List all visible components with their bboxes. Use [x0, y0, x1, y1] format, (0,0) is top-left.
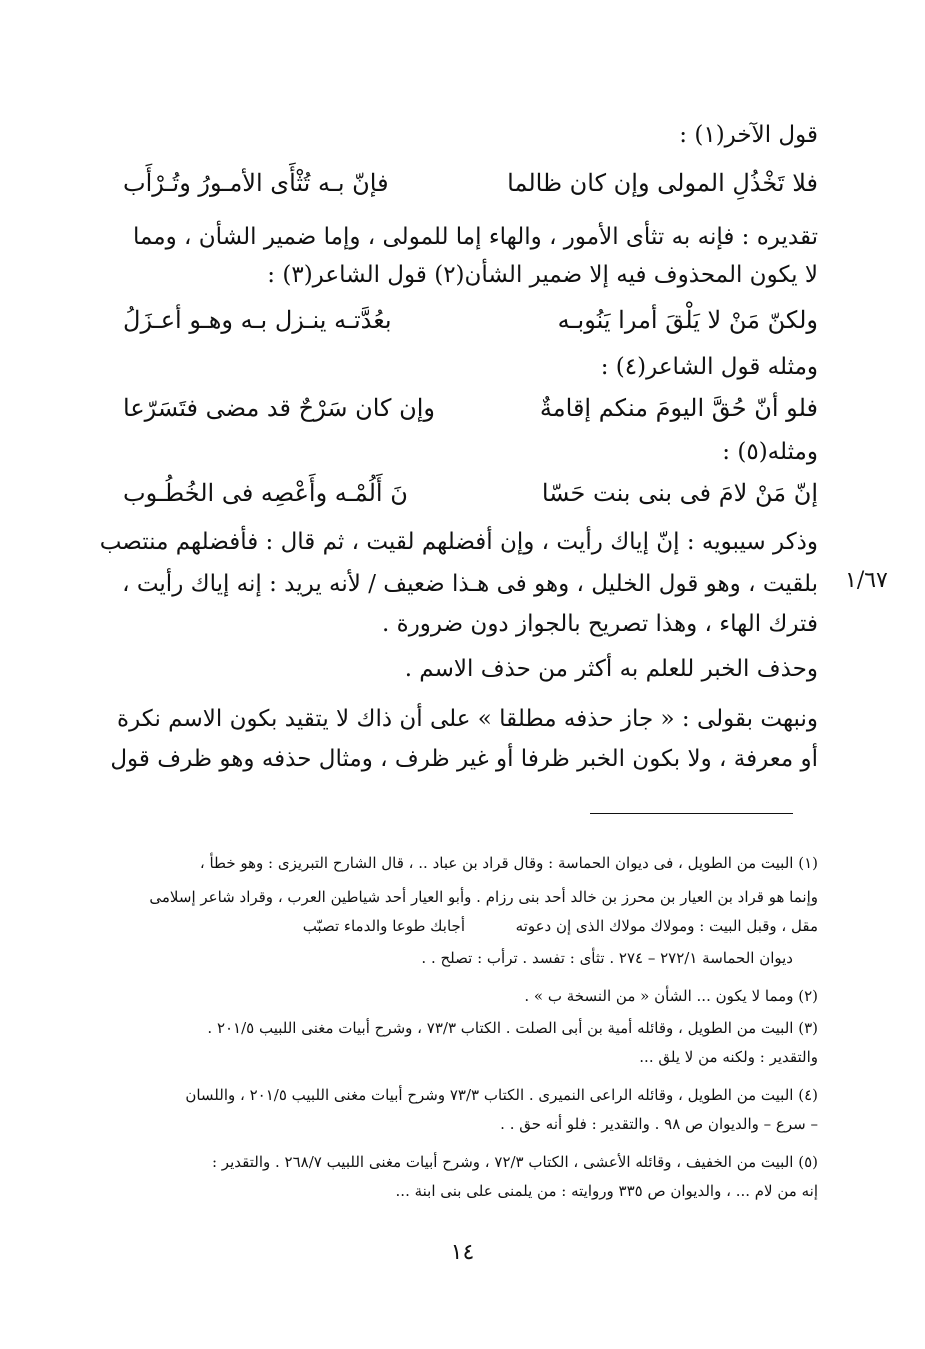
footnote-1-line-1: (١) البيت من الطويل ، فى ديوان الحماسة : وقال قراد بن عباد .. ، قال الشارح التبريزى : وهو خطأ ، — [199, 854, 818, 872]
footnote-1-verse-second: أجابك طوعا والدماء تصبّب — [302, 917, 465, 935]
body-line-13: وحذف الخبر للعلم به أكثر من حذف الاسم . — [404, 656, 818, 682]
verse-3-second-hemistich: وإن كان سَرْحٌ قد مضى فتَسَرّعا — [123, 394, 435, 422]
footnote-5-line-1: (٥) البيت من الخفيف ، وقائله الأعشى ، الكتاب ٧٢/٣ ، وشرح أبيات مغنى اللبيب ٢٦٨/٧ . والتقدير : — [211, 1153, 818, 1171]
body-line-8: ومثله(٥) : — [722, 439, 818, 465]
body-line-10: وذكر سيبويه : إنّ إياك رأيت ، وإن أفضلهم لقيت ، ثم قال : فأفضلهم منتصب — [99, 529, 818, 555]
page-number: ١٤ — [450, 1240, 475, 1265]
verse-2-first-hemistich: ولكنّ مَنْ لا يَلْقَ أمرا يَنُوبـه — [557, 306, 818, 334]
body-line-6: ومثله قول الشاعر(٤) : — [600, 354, 818, 380]
verse-1-second-hemistich: فإنّ بـه تُثْأَى الأمـورُ وتُـرْأَب — [123, 169, 389, 197]
body-line-14: ونبهت بقولى : « جاز حذفه مطلقا » على أن ذاك لا يتقيد بكون الاسم نكرة — [117, 706, 818, 732]
footnote-separator — [590, 813, 793, 814]
body-line-15: أو معرفة ، ولا بكون الخبر ظرفا أو غير ظرف ، ومثال حذفه وهو ظرف قول — [110, 746, 818, 772]
verse-1-first-hemistich: فلا تَخْذُلِ المولى وإن كان ظالما — [507, 169, 818, 197]
footnote-3-line-1: (٣) البيت من الطويل ، وقائله أمية بن أبى الصلت . الكتاب ٧٣/٣ ، وشرح أبيات مغنى اللبيب ٢٠١/٥ . — [207, 1019, 818, 1037]
footnote-5-line-2: إنه من لام ... ، والديوان ص ٣٣٥ وروايته : من يلمنى على بنى ابنة ... — [395, 1182, 818, 1200]
verse-4-first-hemistich: إنّ مَنْ لامَ فى بنى بنت حَسّا — [541, 479, 818, 507]
verse-2-second-hemistich: بعُدَّتـه ينـزل بـه وهـو أعـزَلُ — [123, 306, 392, 334]
footnote-4-line-2: – سرع – والديوان ص ٩٨ . والتقدير : فلو أنه حق . . — [500, 1115, 818, 1133]
body-line-12: فترك الهاء ، وهذا تصريح بالجواز دون ضرورة . — [382, 611, 818, 637]
footnote-1-verse-first: مقل ، وقبل البيت : ومولاك مولاك الذى إن دعوته — [515, 917, 818, 935]
body-line-1: قول الآخر(١) : — [679, 122, 818, 148]
footnote-2: (٢) ومما لا يكون ... الشأن « من النسخة ب » . — [524, 987, 818, 1005]
footnote-3-line-2: والتقدير : ولكنه من لا يلق ... — [639, 1048, 818, 1066]
body-line-3: تقديره : فإنه به تثأى الأمور ، والهاء إما للمولى ، وإما ضمير الشأن ، ومما — [132, 224, 818, 250]
footnote-1-line-2: وإنما هو قراد بن العيار بن محرز بن خالد أحد بنى رزام . وأبو العيار أحد شياطين العرب ، وقراد شاعر إسلامى — [149, 888, 818, 906]
body-line-11: بلقيت ، وهو قول الخليل ، وهو فى هـذا ضعيف / لأنه يريد : إنه إياك رأيت ، — [122, 571, 818, 597]
footnote-1-line-4: ديوان الحماسة ٢٧٢/١ – ٢٧٤ . تثأى : تفسد . ترأب : تصلح . . — [421, 949, 793, 967]
footnote-4-line-1: (٤) البيت من الطويل ، وقائله الراعى النميرى . الكتاب ٧٣/٣ وشرح أبيات مغنى اللبيب ٢٠١/٥ ، واللسان — [185, 1086, 818, 1104]
body-line-4: لا يكون المحذوف فيه إلا ضمير الشأن(٢) قول الشاعر(٣) : — [267, 262, 818, 288]
margin-reference: ١/٦٧ — [845, 568, 888, 593]
verse-3-first-hemistich: فلو أنّ حُقَّ اليومَ منكم إقامةٌ — [539, 394, 818, 422]
verse-4-second-hemistich: نَ أَلُمْـه وأَعْصِه فى الخُطُـوب — [123, 479, 408, 507]
